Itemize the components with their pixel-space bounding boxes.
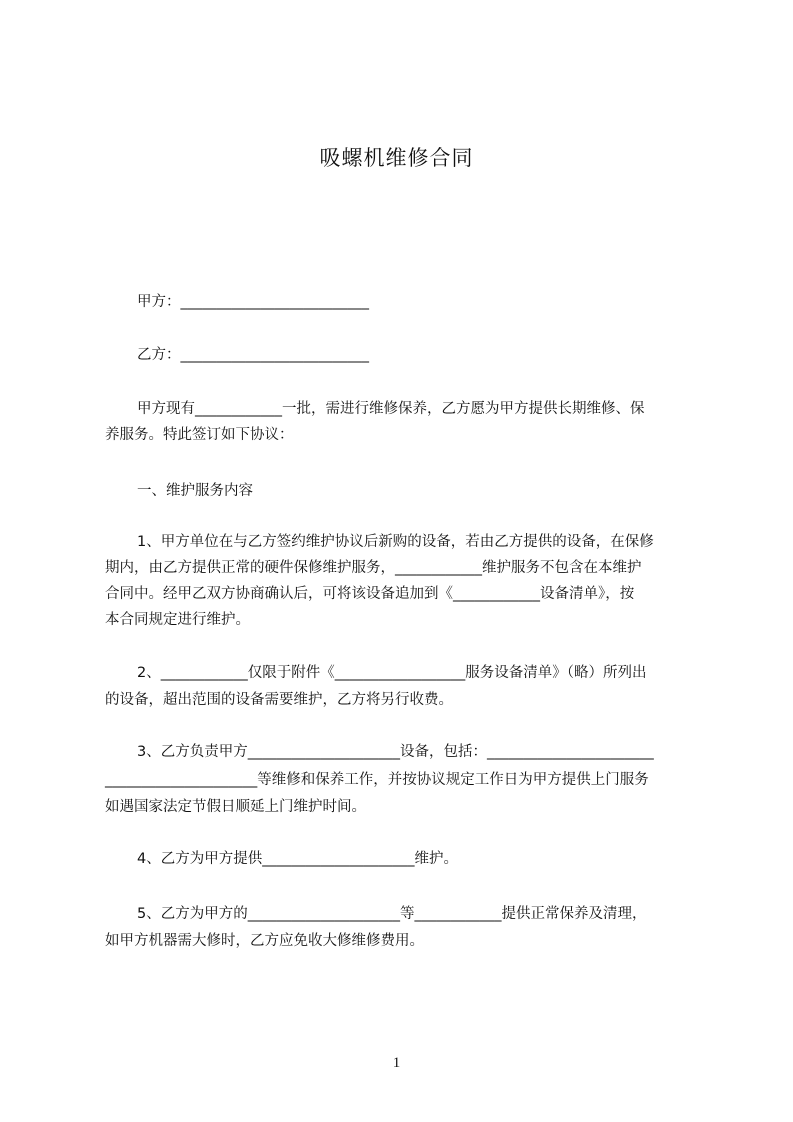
page-title: 吸螺机维修合同: [319, 146, 474, 170]
clause1-line-3: 合同中。经甲乙双方协商确认后，可将该设备追加到《____________设备清单》，按: [105, 586, 635, 602]
clause1-line-4: 本合同规定进行维护。: [105, 612, 250, 628]
intro-line-2: 养服务。特此签订如下协议：: [105, 427, 294, 443]
clause5-line-1: 5、乙方为甲方的_____________________等____________提供正常保养及清理，: [137, 906, 647, 922]
section-heading: 一、维护服务内容: [137, 483, 253, 499]
clause3-line-3: 如遇国家法定节假日顺延上门维护时间。: [105, 799, 366, 815]
clause1-line-2: 期内，由乙方提供正常的硬件保修维护服务，____________维护服务不包含在本维护: [105, 560, 642, 576]
clause4-line-1: 4、乙方为甲方提供_____________________维护。: [137, 851, 458, 867]
page-number: 1: [392, 1055, 401, 1071]
clause3-line-2: _____________________等维修和保养工作，并按协议规定工作日为甲方提供上门服务: [105, 772, 649, 788]
clause1-line-1: 1、甲方单位在与乙方签约维护协议后新购的设备，若由乙方提供的设备，在保修: [137, 534, 654, 550]
clause2-line-1: 2、____________仅限于附件《__________________服务设备清单》（略）所列出: [137, 665, 647, 681]
clause5-line-2: 如甲方机器需大修时，乙方应免收大修维修费用。: [105, 933, 424, 949]
clause2-line-2: 的设备，超出范围的设备需要维护，乙方将另行收费。: [105, 692, 453, 708]
clause3-line-1: 3、乙方负责甲方_____________________设备，包括：_______________________: [137, 744, 654, 760]
party-b-line: 乙方：__________________________: [137, 347, 369, 363]
party-a-line: 甲方：__________________________: [137, 294, 369, 310]
intro-line-1: 甲方现有____________一批，需进行维修保养，乙方愿为甲方提供长期维修、保: [137, 401, 645, 417]
